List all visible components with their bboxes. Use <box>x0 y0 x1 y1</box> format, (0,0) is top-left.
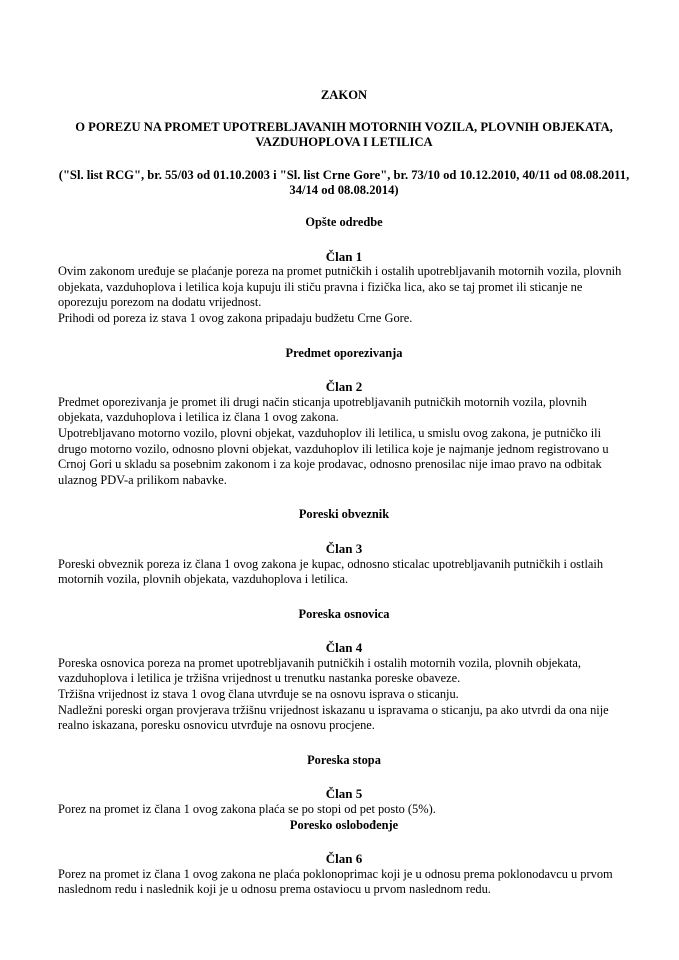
law-subtitle: O POREZU NA PROMET UPOTREBLJAVANIH MOTORNIH VOZILA, PLOVNIH OBJEKATA, VAZDUHOPLOVA I LETILICA <box>75 120 613 149</box>
article-heading: Član 4 <box>325 640 363 656</box>
section-heading: Poreska stopa <box>307 752 381 767</box>
section-heading: Poreski obveznik <box>298 507 390 522</box>
paragraph: Poreska osnovica poreza na promet upotrebljavanih putničkih i ostalih motornih vozila, plovnih objekata, vazduhoplova i letilica je tržišna vrijednost u trenutku nastanka poreske obaveze. <box>58 655 582 686</box>
article-heading: Član 2 <box>325 379 363 395</box>
article-heading: Član 6 <box>325 851 363 867</box>
paragraph: Prihodi od poreza iz stava 1 ovog zakona pripadaju budžetu Crne Gore. <box>58 310 413 325</box>
section-heading: Opšte odredbe <box>305 215 383 229</box>
paragraph: Tržišna vrijednost iz stava 1 ovog člana utvrđuje se na osnovu isprava o sticanju. <box>58 687 459 702</box>
article-heading: Član 5 <box>325 786 363 802</box>
paragraph: Upotrebljavano motorno vozilo, plovni objekat, vazduhoplov ili letilica, u smislu ovog zakona, je putničko ili drugo motorno vozilo, odnosno plovni objekat, vazduhoplov ili letilica koje je najmanje jednom registrovano u Crnoj Gori u skladu sa posebnim zakonom i za koje prodavac, odnosno prenosilac nije imao pravo na odbitak ulaznog PDV-a prilikom nabavke. <box>58 425 609 487</box>
paragraph: Ovim zakonom uređuje se plaćanje poreza na promet putničkih i ostalih upotrebljavanih motornih vozila, plovnih objekata, vazduhoplova i letilica koja kupuju ili stiču pravna i fizička lica, ako se taj promet ili sticanje ne oporezuju porezom na dodatu vrijednost. <box>58 264 622 310</box>
section-heading: Predmet oporezivanja <box>285 345 403 360</box>
paragraph: Predmet oporezivanja je promet ili drugi način sticanja upotrebljavanih putničkih motornih vozila, plovnih objekata, vazduhoplova i letilica iz člana 1 ovog zakona. <box>58 394 587 425</box>
article-heading: Član 1 <box>325 248 363 264</box>
section-heading: Poreska osnovica <box>298 606 390 621</box>
law-title: ZAKON <box>320 88 368 102</box>
section-heading: Poresko oslobođenje <box>289 817 399 832</box>
document-page <box>58 88 630 898</box>
article-heading: Član 3 <box>325 540 363 556</box>
paragraph: Poreski obveznik poreza iz člana 1 ovog zakona je kupac, odnosno sticalac upotrebljavanih putničkih i ostlaih motornih vozila, plovnih objekata, vazduhoplova i letilica. <box>58 556 604 587</box>
gazette-reference: ("Sl. list RCG", br. 55/03 od 01.10.2003 i "Sl. list Crne Gore", br. 73/10 od 10.12.2010, 40/11 od 08.08.2011, 34/14 od 08.08.2014) <box>58 168 630 197</box>
paragraph: Porez na promet iz člana 1 ovog zakona ne plaća poklonoprimac koji je u odnosu prema poklonodavcu u prvom naslednom redu i naslednik koji je u odnosu prema ostaviocu u prvom naslednom redu. <box>58 866 613 897</box>
paragraph: Porez na promet iz člana 1 ovog zakona plaća se po stopi od pet posto (5%). <box>58 802 436 817</box>
paragraph: Nadležni poreski organ provjerava tržišnu vrijednost iskazanu u ispravama o sticanju, pa ako utvrdi da ona nije realno iskazana, poresku osnovicu utvrđuje na osnovu procjene. <box>58 702 609 733</box>
